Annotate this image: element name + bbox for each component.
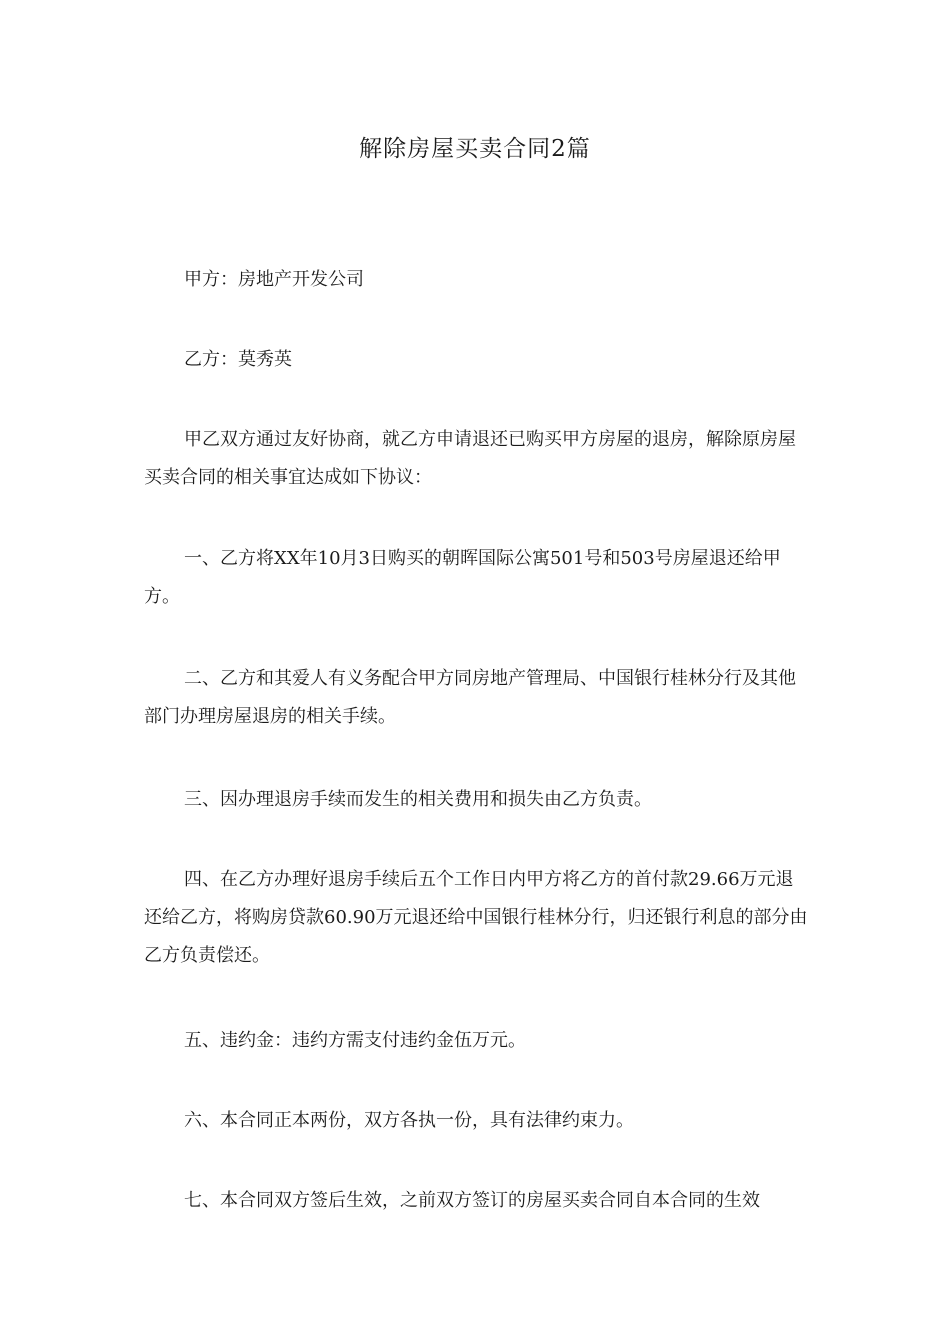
clause-2: 二、乙方和其爱人有义务配合甲方同房地产管理局、中国银行桂林分行及其他部门办理房屋退房的相关手续。 (144, 668, 796, 727)
clause-6: 六、本合同正本两份，双方各执一份，具有法律约束力。 (184, 1110, 634, 1131)
clause-7: 七、本合同双方签后生效，之前双方签订的房屋买卖合同自本合同的生效 (184, 1190, 760, 1211)
intro-paragraph: 甲乙双方通过友好协商，就乙方申请退还已购买甲方房屋的退房，解除原房屋买卖合同的相关事宜达成如下协议： (144, 429, 796, 488)
clause-4: 四、在乙方办理好退房手续后五个工作日内甲方将乙方的首付款29.66万元退还给乙方，将购房贷款60.90万元退还给中国银行桂林分行，归还银行利息的部分由乙方负责偿还。 (144, 869, 808, 966)
clause-5: 五、违约金：违约方需支付违约金伍万元。 (184, 1030, 526, 1051)
clause-1: 一、乙方将XX年10月3日购买的朝晖国际公寓501号和503号房屋退还给甲方。 (144, 548, 781, 607)
party-b-line: 乙方：莫秀英 (184, 349, 292, 370)
clause-3: 三、因办理退房手续而发生的相关费用和损失由乙方负责。 (184, 789, 652, 810)
document-title: 解除房屋买卖合同2篇 (359, 136, 591, 162)
party-a-line: 甲方：房地产开发公司 (184, 269, 364, 290)
